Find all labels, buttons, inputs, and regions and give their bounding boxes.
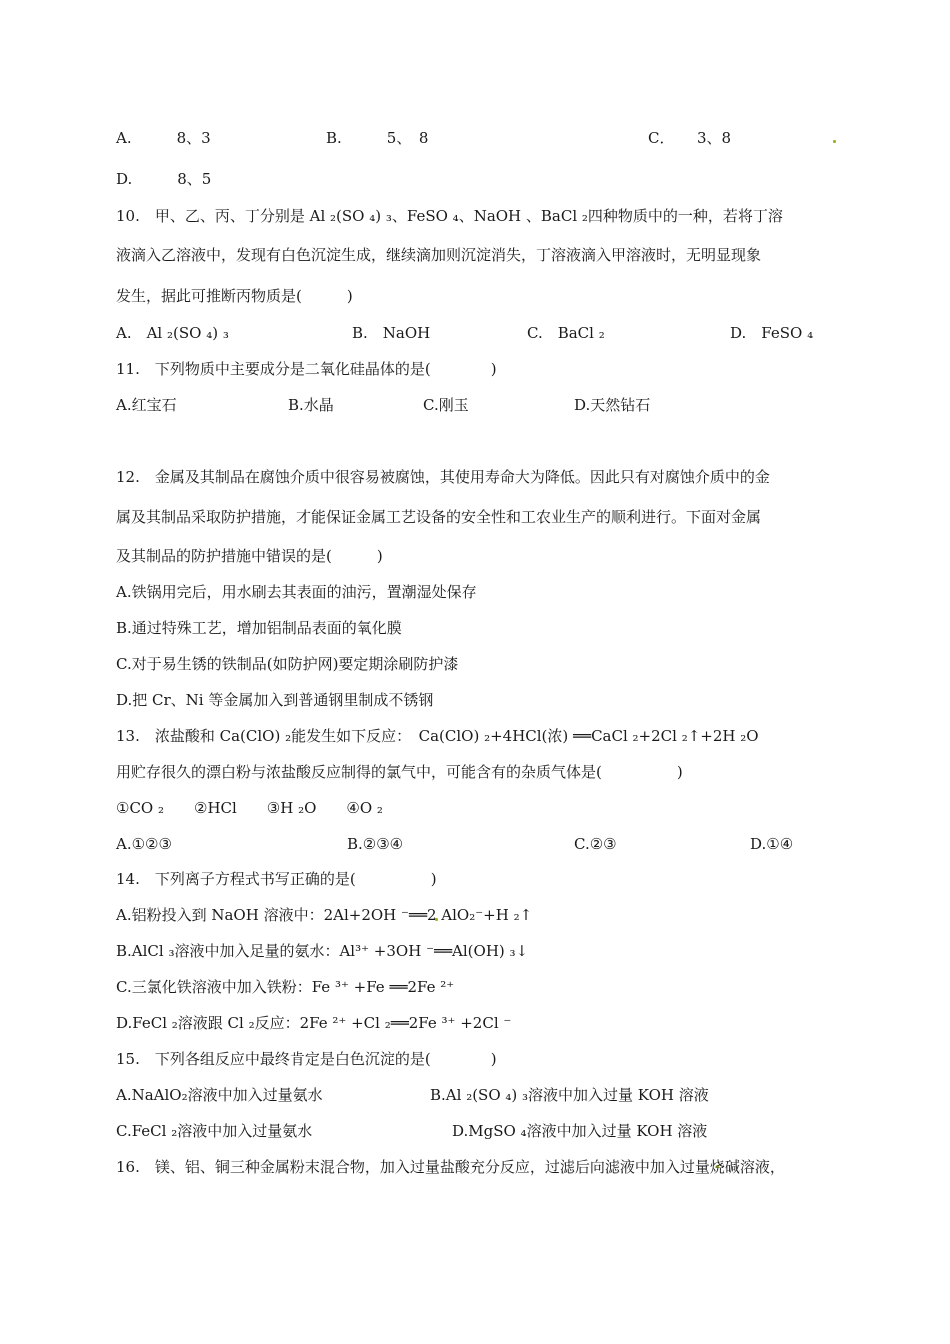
q10-option-d: D. FeSO ₄	[730, 324, 814, 342]
q13-stem-line2: 用贮存很久的漂白粉与浓盐酸反应制得的氯气中，可能含有的杂质气体是( )	[116, 763, 683, 781]
q14-option-c: C.三氯化铁溶液中加入铁粉：Fe ³⁺ +Fe ══2Fe ²⁺	[116, 978, 455, 996]
q15-option-b: B.Al ₂(SO ₄) ₃溶液中加入过量 KOH 溶液	[430, 1086, 709, 1104]
q12-option-c: C.对于易生锈的铁制品(如防护网)要定期涂刷防护漆	[116, 655, 459, 673]
q10-option-b: B. NaOH	[352, 324, 431, 342]
q10-stem-line2: 液滴入乙溶液中，发现有白色沉淀生成，继续滴加则沉淀消失，丁溶液滴入甲溶液时，无明显现象	[116, 246, 762, 264]
q10-stem-line1: 10. 甲、乙、丙、丁分别是 Al ₂(SO ₄) ₃、FeSO ₄、NaOH 、BaCl ₂四种物质中的一种，若将丁溶	[116, 207, 783, 225]
q14-option-a: A.铝粉投入到 NaOH 溶液中：2Al+2OH ⁻══2 AlO₂⁻+H ₂↑	[116, 906, 533, 924]
stray-mark	[833, 140, 836, 143]
q15-option-a: A.NaAlO₂溶液中加入过量氨水	[116, 1086, 323, 1104]
q9-option-c: C． 3、8	[648, 129, 732, 147]
q15-stem: 15. 下列各组反应中最终肯定是白色沉淀的是( )	[116, 1050, 497, 1068]
q12-option-d: D.把 Cr、Ni 等金属加入到普通钢里制成不锈钢	[116, 691, 434, 709]
q13-stem-line1: 13. 浓盐酸和 Ca(ClO) ₂能发生如下反应： Ca(ClO) ₂+4HCl(浓) ══CaCl ₂+2Cl ₂↑+2H ₂O	[116, 727, 759, 745]
q13-option-a: A.①②③	[116, 835, 172, 853]
q13-option-d: D.①④	[750, 835, 794, 853]
q13-stem-line3: ①CO ₂ ②HCl ③H ₂O ④O ₂	[116, 799, 383, 817]
q13-option-b: B.②③④	[347, 835, 404, 853]
q9-option-d: D. 8、5	[116, 170, 212, 188]
q10-stem-line3: 发生，据此可推断丙物质是( )	[116, 287, 353, 305]
q13-option-c: C.②③	[574, 835, 617, 853]
q15-option-c: C.FeCl ₂溶液中加入过量氨水	[116, 1122, 313, 1140]
q12-stem-line3: 及其制品的防护措施中错误的是( )	[116, 547, 383, 565]
q14-stem: 14. 下列离子方程式书写正确的是( )	[116, 870, 437, 888]
q15-option-d: D.MgSO ₄溶液中加入过量 KOH 溶液	[452, 1122, 708, 1140]
q16-stem-line1: 16. 镁、铝、铜三种金属粉末混合物，加入过量盐酸充分反应，过滤后向滤液中加入过量烧碱溶液，	[116, 1158, 785, 1176]
q14-option-b: B.AlCl ₃溶液中加入足量的氨水：Al³⁺ +3OH ⁻══Al(OH) ₃↓	[116, 942, 529, 960]
q12-stem-line1: 12. 金属及其制品在腐蚀介质中很容易被腐蚀，其使用寿命大为降低。因此只有对腐蚀介质中的金	[116, 468, 770, 486]
q10-option-a: A. Al ₂(SO ₄) ₃	[116, 324, 229, 342]
q10-option-c: C. BaCl ₂	[527, 324, 605, 342]
q11-stem: 11. 下列物质中主要成分是二氧化硅晶体的是( )	[116, 360, 497, 378]
q9-option-a: A. 8、3	[116, 129, 211, 147]
q12-option-a: A.铁锅用完后，用水刷去其表面的油污，置潮湿处保存	[116, 583, 477, 601]
q14-option-d: D.FeCl ₂溶液跟 Cl ₂反应：2Fe ²⁺ +Cl ₂══2Fe ³⁺ +2Cl ⁻	[116, 1014, 512, 1032]
q9-option-b: B. 5、 8	[326, 129, 429, 147]
q11-option-b: B.水晶	[288, 396, 334, 414]
q11-option-a: A.红宝石	[116, 396, 177, 414]
q11-option-d: D.天然钻石	[574, 396, 651, 414]
q12-stem-line2: 属及其制品采取防护措施，才能保证金属工艺设备的安全性和工农业生产的顺利进行。下面对金属	[116, 508, 762, 526]
q11-option-c: C.刚玉	[423, 396, 469, 414]
q12-option-b: B.通过特殊工艺，增加铝制品表面的氧化膜	[116, 619, 402, 637]
